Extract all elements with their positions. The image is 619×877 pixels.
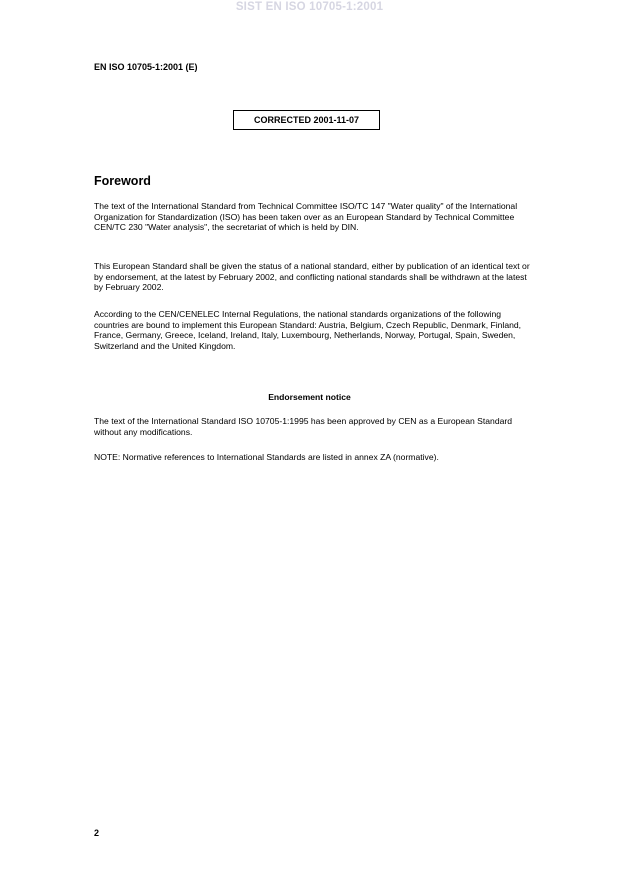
corrected-label: CORRECTED 2001-11-07 [253, 115, 360, 125]
page-number: 2 [94, 828, 100, 838]
document-id: EN ISO 10705-1:2001 (E) [94, 62, 198, 72]
foreword-paragraph-1: The text of the International Standard from Technical Committee ISO/TC 147 "Water quality" of the International Organization for Standardization (ISO) has been taken over as an European Standard by Technical Committee CEN/TC 230 "Water analysis", the secretariat of which is held by DIN. [94, 201, 518, 233]
foreword-paragraph-3: According to the CEN/CENELEC Internal Regulations, the national standards organizations of the following countries are bound to implement this European Standard: Austria, Belgium, Czech Republic, Denmark, Finland, France, Germany, Greece, Iceland, Ireland, Italy, Luxembourg, Netherlands, Norway, Portugal, Spain, Sweden, Switzerland and the United Kingdom. [94, 309, 522, 351]
normative-note: NOTE: Normative references to International Standards are listed in annex ZA (normative). [94, 452, 439, 462]
foreword-paragraph-2: This European Standard shall be given the status of a national standard, either by publication of an identical text or by endorsement, at the latest by February 2002, and conflicting national standards shall be withdrawn at the latest by February 2002. [94, 261, 530, 293]
endorsement-heading: Endorsement notice [268, 392, 351, 402]
corrected-stamp [233, 110, 380, 130]
foreword-heading: Foreword [94, 174, 151, 188]
endorsement-paragraph: The text of the International Standard ISO 10705-1:1995 has been approved by CEN as a European Standard without any modifications. [94, 416, 513, 437]
watermark: SIST EN ISO 10705-1:2001 [235, 1, 384, 13]
